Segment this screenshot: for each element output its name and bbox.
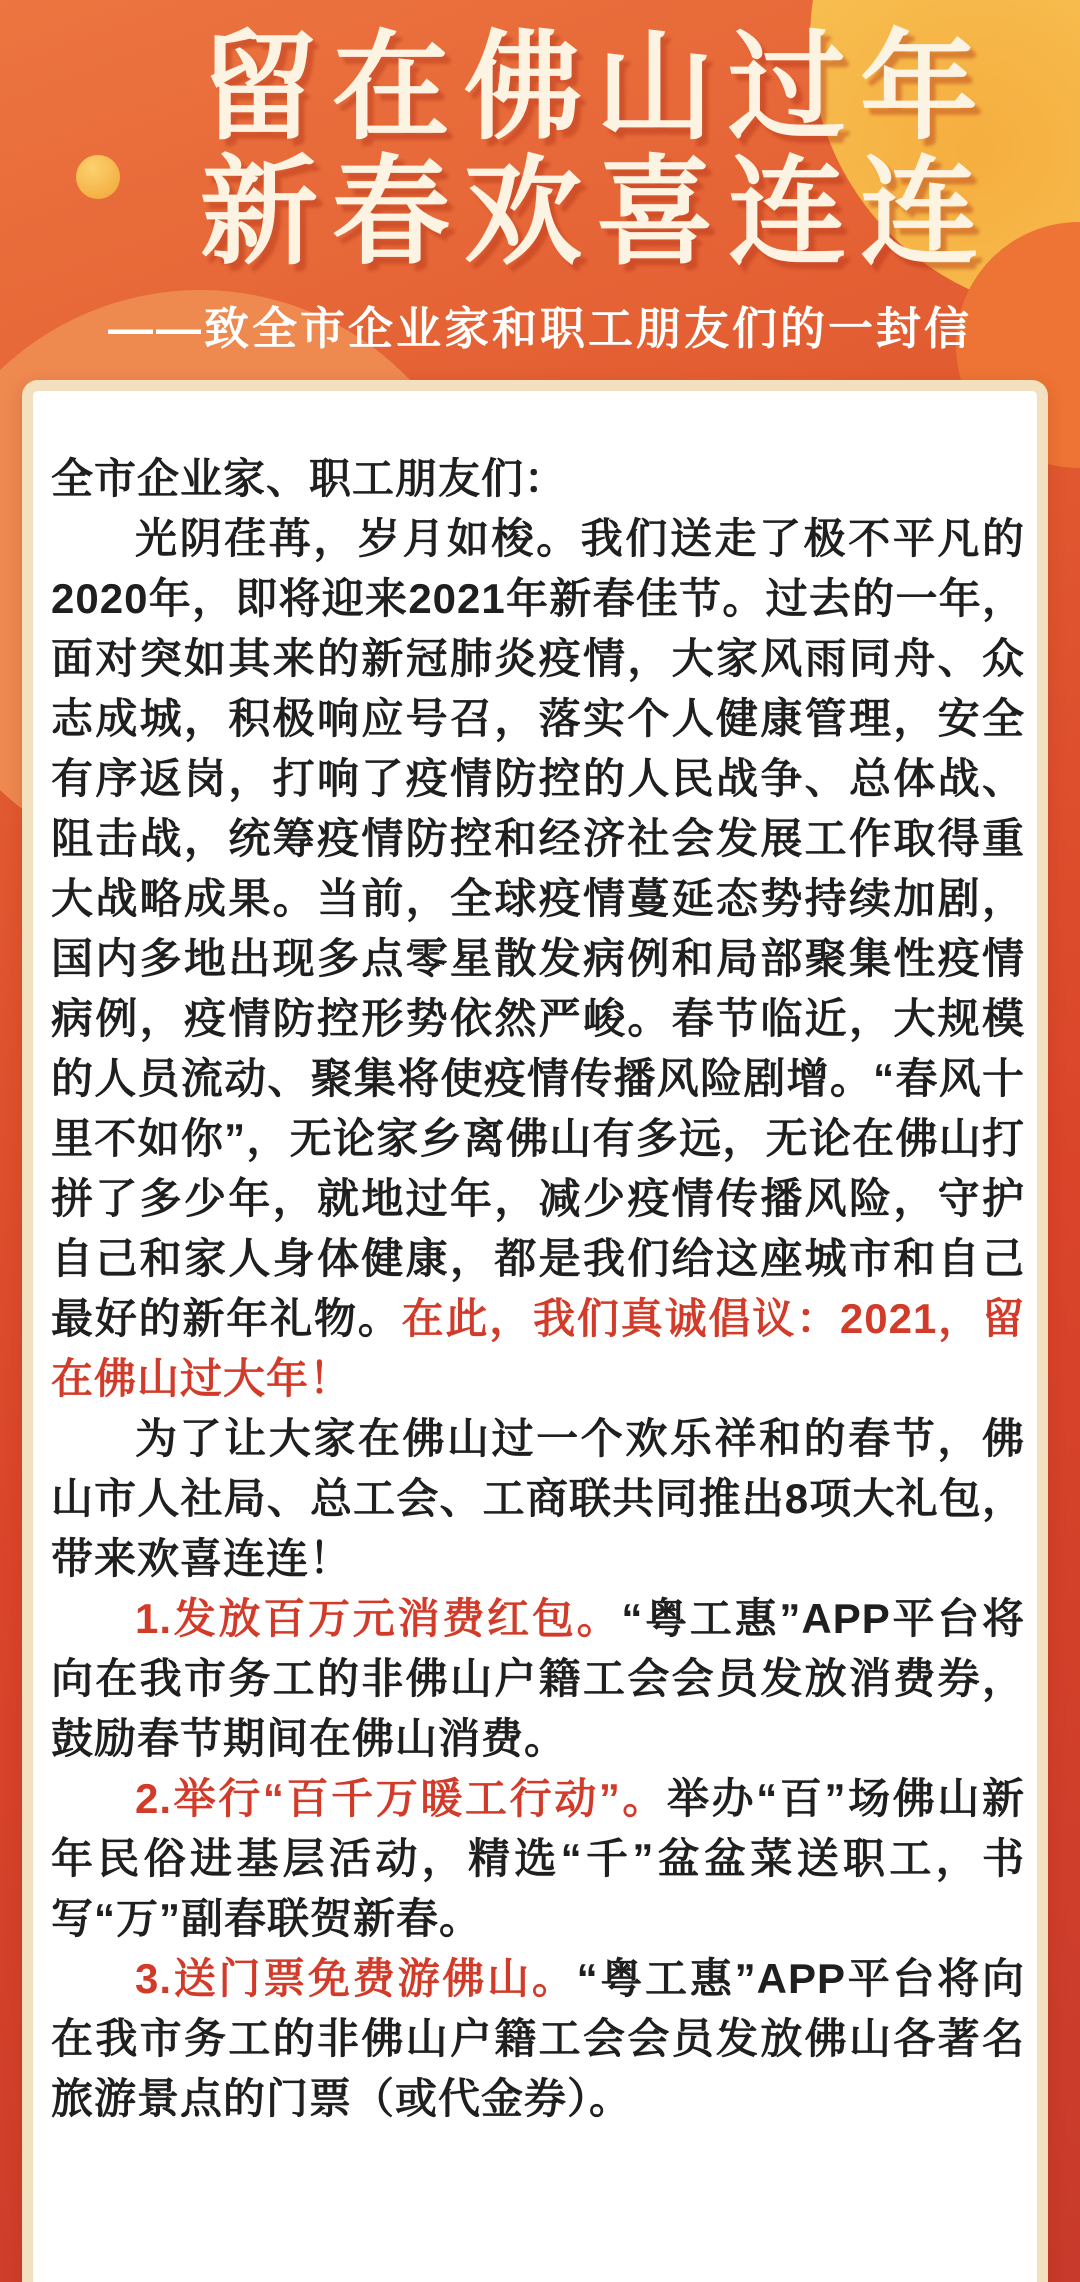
- paragraph-appeal: [51, 509, 1025, 1409]
- letter-card: [22, 380, 1048, 2282]
- appeal-emphasis-red: 在此，我们真诚倡议：2021，留在佛山过大年！: [51, 1295, 1025, 1402]
- page-subtitle: ——致全市企业家和职工朋友们的一封信: [107, 303, 972, 354]
- benefit-item-2-body: 举办“百”场佛山新年民俗进基层活动，精选“千”盆盆菜送职工，书写“万”副春联贺新春。: [51, 1775, 1025, 1942]
- benefit-item-1-lead: 1.发放百万元消费红包。: [135, 1595, 622, 1642]
- benefit-item-3: [51, 1949, 1025, 2129]
- benefit-item-3-lead: 3.送门票免费游佛山。: [135, 1955, 577, 2002]
- benefit-item-1-body: “粤工惠”APP平台将向在我市务工的非佛山户籍工会会员发放消费券，鼓励春节期间在佛山消费。: [51, 1595, 1026, 1762]
- salutation: 全市企业家、职工朋友们：: [51, 455, 568, 502]
- paragraph-intro: 为了让大家在佛山过一个欢乐祥和的春节，佛山市人社局、总工会、工商联共同推出8项大礼包，带来欢喜连连！: [51, 1415, 1025, 1582]
- page-title: [0, 22, 1080, 279]
- page-title-line-1: 留在佛山过年: [199, 22, 992, 154]
- benefit-item-2: [51, 1769, 1025, 1949]
- poster-header: [0, 0, 1080, 357]
- page-title-line-2: 新春欢喜连连: [199, 147, 992, 279]
- benefit-item-2-lead: 2.举行“百千万暖工行动”。: [135, 1775, 668, 1822]
- benefit-item-1: [51, 1589, 1025, 1769]
- paragraph-appeal-text: 光阴荏苒，岁月如梭。我们送走了极不平凡的2020年，即将迎来2021年新春佳节。过去的一年，面对突如其来的新冠肺炎疫情，大家风雨同舟、众志成城，积极响应号召，落实个人健康管理，安全有序返岗，打响了疫情防控的人民战争、总体战、阻击战，统筹疫情防控和经济社会发展工作取得重大战略成果。当前，全球疫情蔓延态势持续加剧，国内多地出现多点零星散发病例和局部聚集性疫情病例，疫情防控形势依然严峻。春节临近，大规模的人员流动、聚集将使疫情传播风险剧增。“春风十里不如你”，无论家乡离佛山有多远，无论在佛山打拼了多少年，就地过年，减少疫情传播风险，守护自己和家人身体健康，都是我们给这座城市和自己最好的新年礼物。: [51, 515, 1025, 1342]
- benefit-item-3-body: “粤工惠”APP平台将向在我市务工的非佛山户籍工会会员发放佛山各著名旅游景点的门票（或代金券）。: [51, 1955, 1026, 2122]
